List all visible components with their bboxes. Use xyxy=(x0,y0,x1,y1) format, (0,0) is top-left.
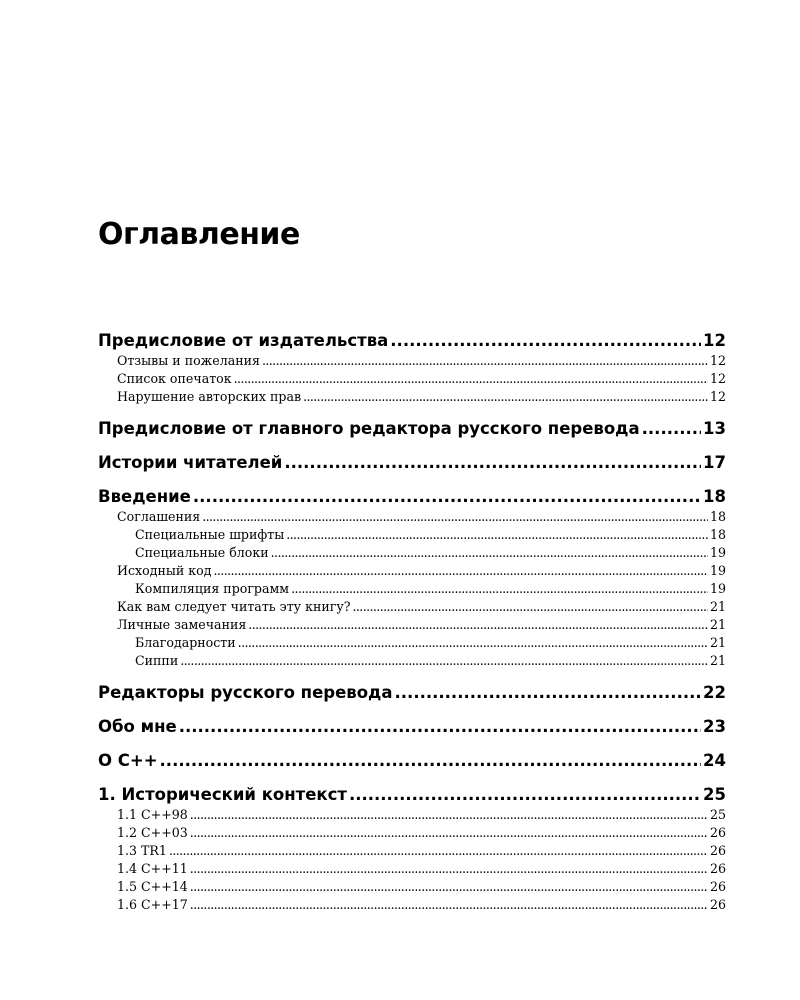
toc-entry-label: Предисловие от главного редактора русского перевода xyxy=(98,419,640,438)
dot-leader xyxy=(390,330,701,352)
dot-leader xyxy=(190,824,708,842)
toc-entry-page: 19 xyxy=(709,581,726,596)
toc-entry-page: 26 xyxy=(709,861,726,876)
toc-entry-page: 12 xyxy=(709,389,726,404)
toc-entry-page: 18 xyxy=(703,487,726,506)
toc-entry[interactable] xyxy=(98,526,726,544)
toc-entry-page: 22 xyxy=(703,683,726,702)
dot-leader xyxy=(190,878,708,896)
toc-entry[interactable] xyxy=(98,784,726,806)
toc-entry-label: Отзывы и пожелания xyxy=(117,353,260,368)
dot-leader xyxy=(349,784,701,806)
toc-entry-page: 26 xyxy=(709,879,726,894)
toc-entry-page: 21 xyxy=(709,635,726,650)
dot-leader xyxy=(190,860,708,878)
dot-leader xyxy=(271,544,708,562)
toc-entry[interactable] xyxy=(98,652,726,670)
page-title: Оглавление xyxy=(98,217,300,252)
toc-entry-label: 1.2 C++03 xyxy=(117,825,188,840)
toc-entry[interactable] xyxy=(98,452,726,474)
toc-entry-page: 18 xyxy=(709,509,726,524)
toc-entry-label: 1.5 C++14 xyxy=(117,879,188,894)
toc-entry-label: 1.4 C++11 xyxy=(117,861,188,876)
dot-leader xyxy=(234,370,708,388)
toc-entry-page: 26 xyxy=(709,897,726,912)
toc-entry-label: 1.3 TR1 xyxy=(117,843,167,858)
toc-entry-label: Обо мне xyxy=(98,717,177,736)
toc-entry-label: Благодарности xyxy=(135,635,236,650)
toc-entry[interactable] xyxy=(98,418,726,440)
dot-leader xyxy=(193,486,701,508)
dot-leader xyxy=(284,452,701,474)
dot-leader xyxy=(642,418,701,440)
toc-entry-label: Исходный код xyxy=(117,563,212,578)
dot-leader xyxy=(180,652,708,670)
toc-entry[interactable] xyxy=(98,750,726,772)
toc-entry[interactable] xyxy=(98,616,726,634)
dot-leader xyxy=(262,352,708,370)
toc-entry[interactable] xyxy=(98,824,726,842)
toc-entry-label: Редакторы русского перевода xyxy=(98,683,393,702)
toc-entry[interactable] xyxy=(98,716,726,738)
toc-entry[interactable] xyxy=(98,486,726,508)
toc-entry-label: Специальные шрифты xyxy=(135,527,285,542)
dot-leader xyxy=(291,580,708,598)
toc-entry-page: 26 xyxy=(709,825,726,840)
toc-entry-label: 1. Исторический контекст xyxy=(98,785,347,804)
toc-entry-page: 18 xyxy=(709,527,726,542)
toc-entry[interactable] xyxy=(98,580,726,598)
toc-entry-page: 17 xyxy=(703,453,726,472)
toc-entry[interactable] xyxy=(98,370,726,388)
toc-entry-page: 12 xyxy=(709,353,726,368)
toc-entry[interactable] xyxy=(98,562,726,580)
toc-entry[interactable] xyxy=(98,842,726,860)
toc-entry-label: Личные замечания xyxy=(117,617,247,632)
toc-entry[interactable] xyxy=(98,544,726,562)
toc-entry-page: 23 xyxy=(703,717,726,736)
toc-entry-page: 26 xyxy=(709,843,726,858)
toc-entry-label: О C++ xyxy=(98,751,158,770)
dot-leader xyxy=(190,806,708,824)
toc-entry[interactable] xyxy=(98,682,726,704)
toc-entry[interactable] xyxy=(98,508,726,526)
dot-leader xyxy=(179,716,701,738)
toc-entry-label: 1.1 C++98 xyxy=(117,807,188,822)
toc-entry-page: 24 xyxy=(703,751,726,770)
toc-entry[interactable] xyxy=(98,860,726,878)
toc-entry-label: Специальные блоки xyxy=(135,545,269,560)
toc-entry[interactable] xyxy=(98,352,726,370)
toc-entry-page: 19 xyxy=(709,563,726,578)
dot-leader xyxy=(190,896,708,914)
toc-entry-page: 19 xyxy=(709,545,726,560)
dot-leader xyxy=(169,842,708,860)
toc-entry-label: Как вам следует читать эту книгу? xyxy=(117,599,351,614)
toc-entry-label: Компиляция программ xyxy=(135,581,290,596)
dot-leader xyxy=(286,526,708,544)
toc-entry-page: 25 xyxy=(703,785,726,804)
toc-entry-page: 21 xyxy=(709,653,726,668)
dot-leader xyxy=(214,562,708,580)
toc-entry[interactable] xyxy=(98,330,726,352)
dot-leader xyxy=(160,750,702,772)
toc-entry[interactable] xyxy=(98,598,726,616)
toc-entry-page: 13 xyxy=(703,419,726,438)
toc-entry-page: 25 xyxy=(709,807,726,822)
toc-entry-page: 12 xyxy=(703,331,726,350)
dot-leader xyxy=(353,598,708,616)
table-of-contents xyxy=(98,330,726,914)
toc-entry-label: 1.6 C++17 xyxy=(117,897,188,912)
toc-entry-label: Сиппи xyxy=(135,653,179,668)
toc-entry-label: Нарушение авторских прав xyxy=(117,389,302,404)
dot-leader xyxy=(248,616,708,634)
toc-entry-page: 21 xyxy=(709,599,726,614)
toc-entry[interactable] xyxy=(98,896,726,914)
toc-entry[interactable] xyxy=(98,878,726,896)
dot-leader xyxy=(238,634,708,652)
dot-leader xyxy=(303,388,708,406)
toc-entry[interactable] xyxy=(98,388,726,406)
dot-leader xyxy=(395,682,702,704)
toc-entry[interactable] xyxy=(98,634,726,652)
toc-entry-label: Предисловие от издательства xyxy=(98,331,389,350)
toc-entry-page: 21 xyxy=(709,617,726,632)
toc-entry-label: Истории читателей xyxy=(98,453,283,472)
toc-entry-label: Введение xyxy=(98,487,191,506)
toc-entry-label: Соглашения xyxy=(117,509,201,524)
toc-entry-label: Список опечаток xyxy=(117,371,232,386)
dot-leader xyxy=(202,508,708,526)
toc-entry-page: 12 xyxy=(709,371,726,386)
toc-entry[interactable] xyxy=(98,806,726,824)
